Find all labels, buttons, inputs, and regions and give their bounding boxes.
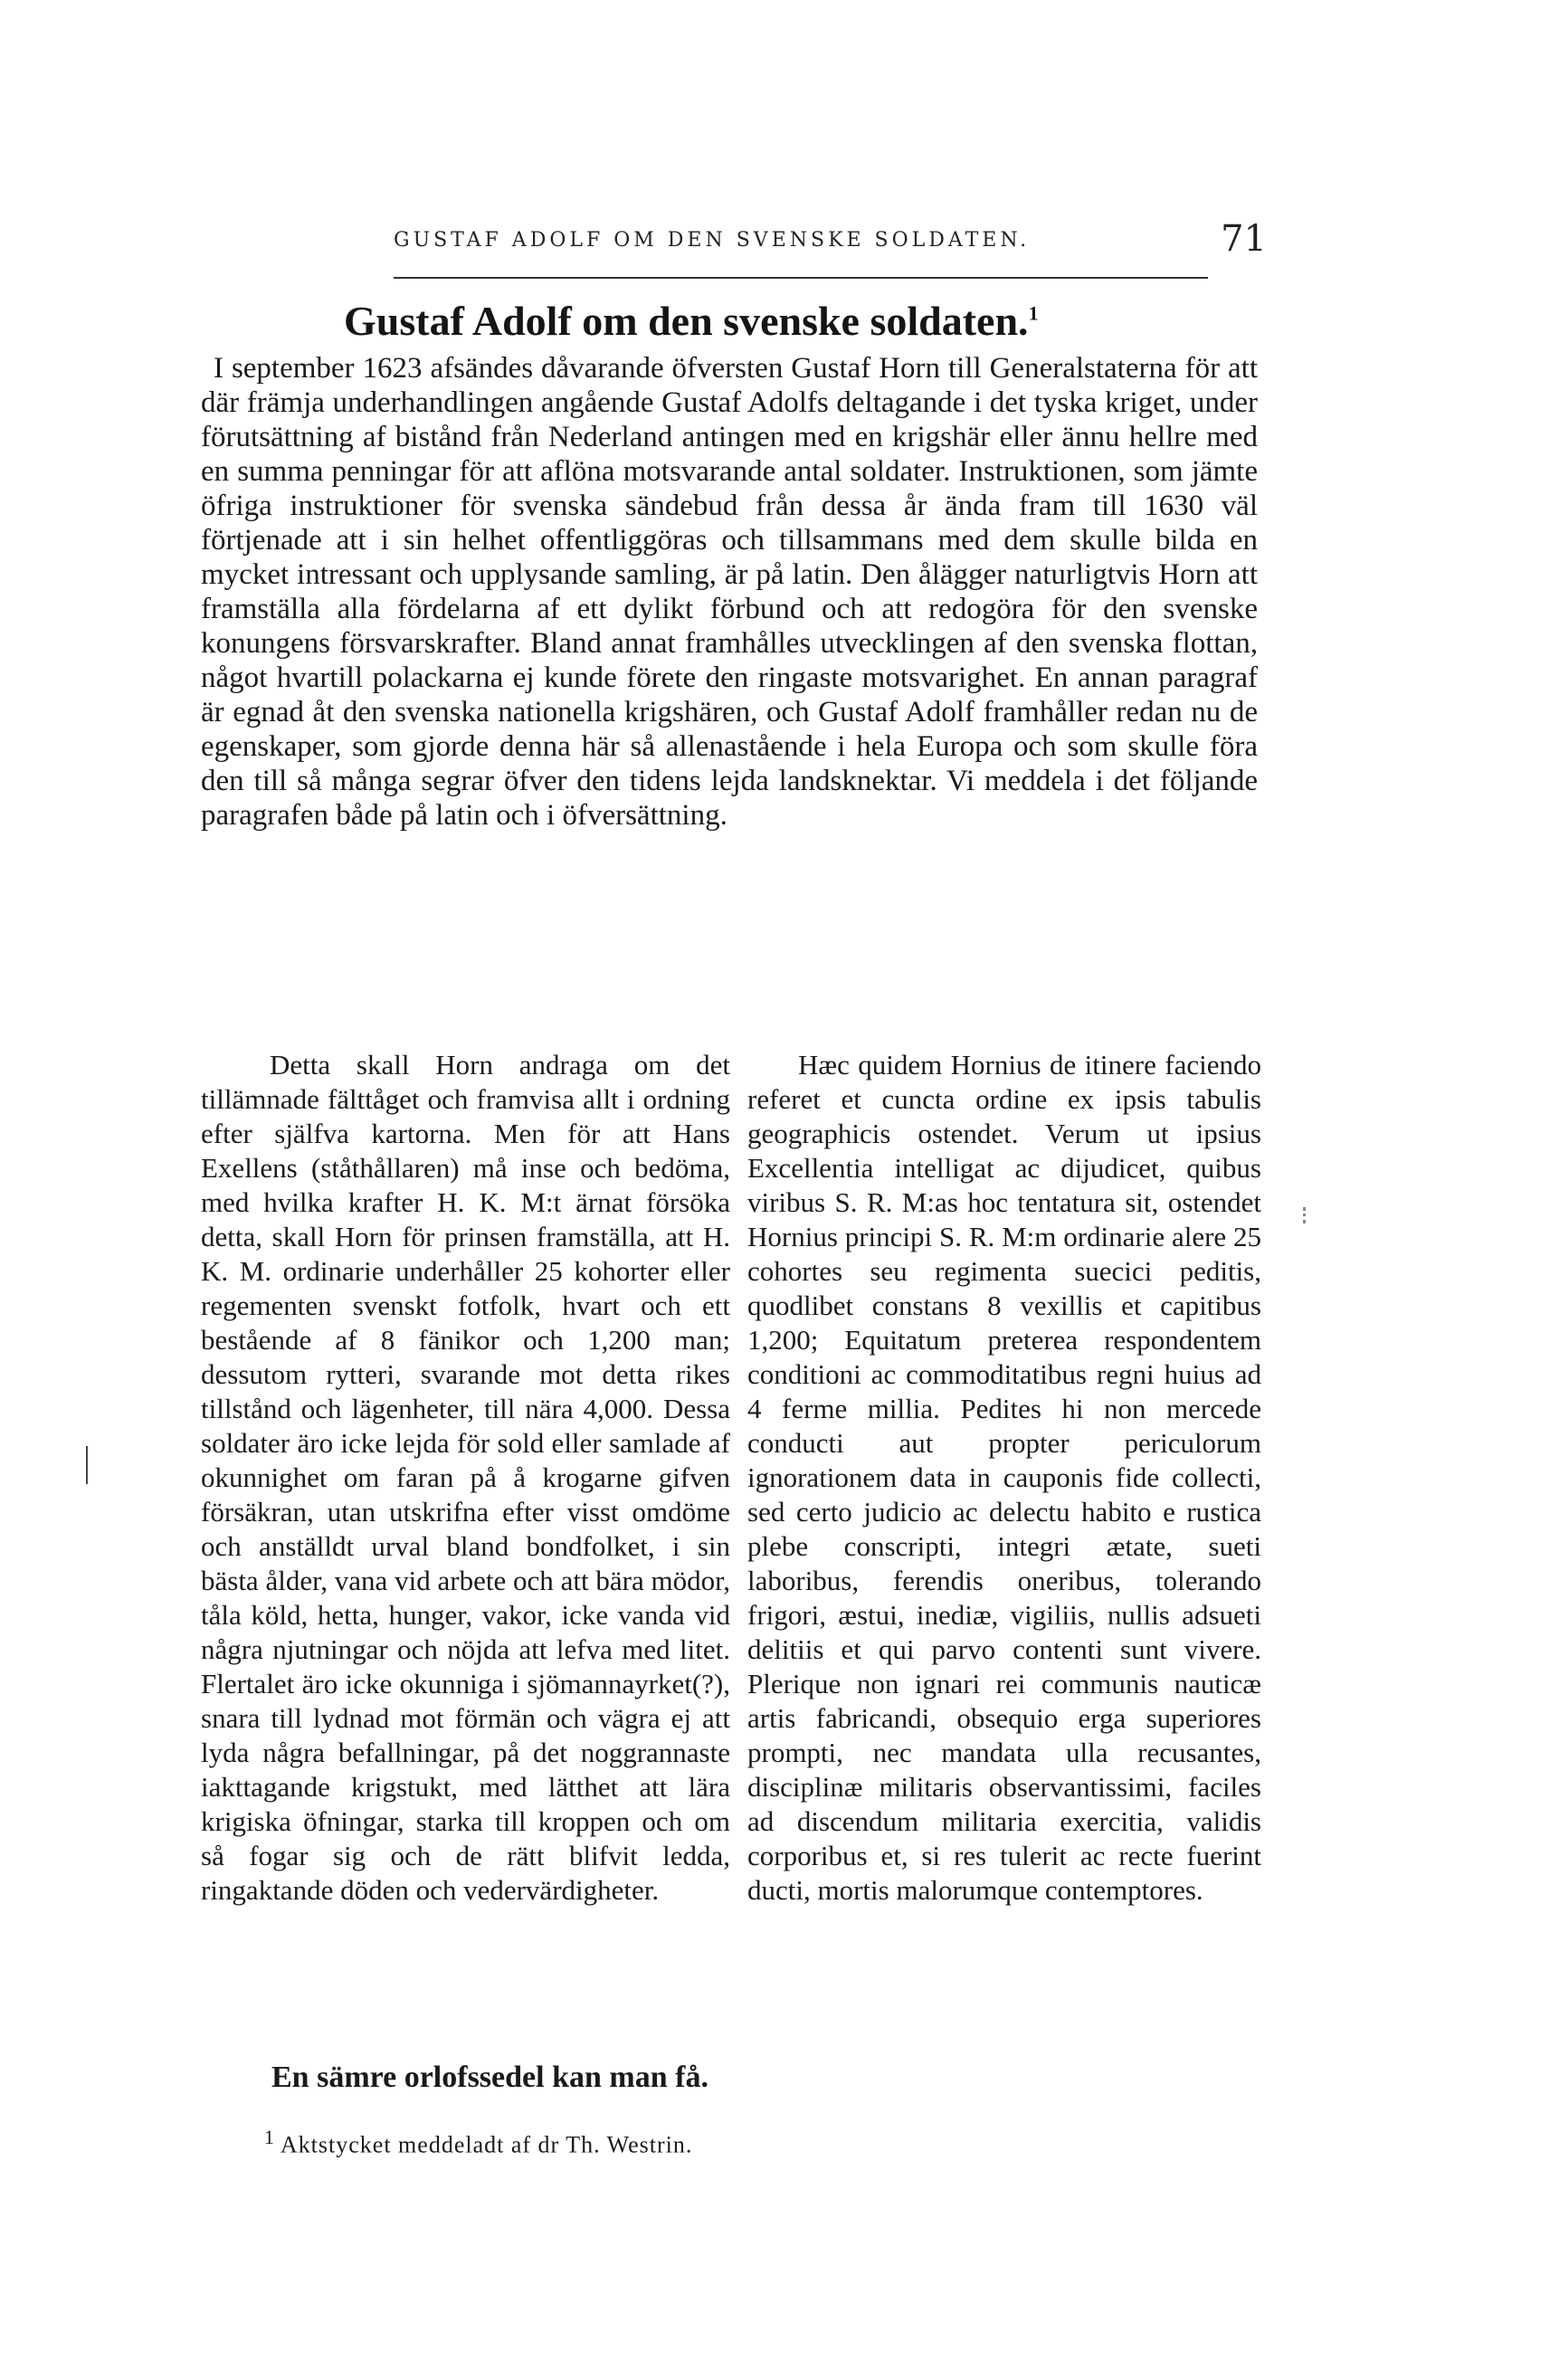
article-title xyxy=(344,297,1068,345)
intro-text: I september 1623 afsändes dåvarande öfversten Gustaf Horn till Generalstaterna för att där främja underhandlingen angående Gustaf Adolfs deltagande i det tyska kriget, under förutsättning af bistånd från Nederland antingen med en krigshär eller ännu hellre med en summa penningar för att aflöna motsvarande antal soldater. Instruktionen, som jämte öfriga instruktioner för svenska sändebud från dessa år ända fram till 1630 väl förtjenade att i sin helhet offentliggöras och tillsammans med dem skulle bilda en mycket intressant och upplysande samling, är på latin. Den ålägger naturligtvis Horn att framställa alla fördelarna af ett dylikt förbund och att redogöra för den svenske konungens försvarskrafter. Bland annat framhålles utvecklingen af den svenska flottan, något hvartill polackarna ej kunde förete den ringaste motsvarighet. En annan paragraf är egnad åt den svenska nationella krigshären, och Gustaf Adolf framhåller redan nu de egenskaper, som gjorde denna här så allenastående i hela Europa och som skulle föra den till så många segrar öfver den tidens lejda landsknektar. Vi meddela i det följande paragrafen både på latin och i öfversättning. xyxy=(201,352,1258,832)
running-head xyxy=(394,218,1267,276)
page-number: 71 xyxy=(1221,218,1267,260)
margin-mark xyxy=(86,1446,88,1484)
swedish-paragraph: Detta skall Horn andraga om det tillämnade fälttåget och framvisa allt i ordning efter själfva kartorna. Men för att Hans Exellens (ståthållaren) må inse och bedöma, med hvilka krafter H. K. M:t ärnat försöka detta, skall Horn för prinsen framställa, att H. K. M. ordinarie underhåller 25 kohorter eller regementen svenskt fotfolk, hvart och ett bestående af 8 fänikor och 1,200 man; dessutom rytteri, svarande mot detta rikes tillstånd och lägenheter, till nära 4,000. Dessa soldater äro icke lejda för sold eller samlade af okunnighet om faran på å krogarne gifven försäkran, utan utskrifna efter visst omdöme och anställdt urval bland bondfolket, i sin bästa ålder, vana vid arbete och att bära mödor, tåla köld, hetta, hunger, vakor, icke vanda vid några njutningar och nöjda att lefva med litet. Flertalet äro icke okunniga i sjömannayrket(?), snara till lydnad mot förmän och vägra ej att lyda några befallningar, på det noggrannaste iakttagande krigstukt, med lätthet att lära krigiska öfningar, starka till kroppen och om så fogar sig och de rätt blifvit ledda, ringaktande döden och vedervärdigheter. xyxy=(201,1049,730,1906)
margin-dots xyxy=(1303,1207,1308,1223)
swedish-column xyxy=(201,1048,730,1908)
title-footnote-marker: 1 xyxy=(1028,301,1039,325)
closing-line: En sämre orlofssedel kan man få. xyxy=(271,2061,708,2094)
article-title-text: Gustaf Adolf om den svenske soldaten. xyxy=(344,298,1029,344)
footnote-text: Aktstycket meddeladt af dr Th. Westrin. xyxy=(280,2131,693,2158)
latin-paragraph: Hæc quidem Hornius de itinere faciendo referet et cuncta ordine ex ipsis tabulis geographicis ostendet. Verum ut ipsius Excellentia intelligat ac dijudicet, quibus viribus S. R. M:as hoc tentatura sit, ostendet Hornius principi S. R. M:m ordinarie alere 25 cohortes seu regimenta suecici peditis, quodlibet constans 8 vexillis et capitibus 1,200; Equitatum preterea respondentem conditioni ac commoditatibus regni huius ad 4 ferme millia. Pedites hi non mercede conducti aut propter periculorum ignorationem data in cauponis fide collecti, sed certo judicio ac delectu habito e rustica plebe conscripti, integri ætate, sueti laboribus, ferendis oneribus, tolerando frigori, æstui, inediæ, vigiliis, nullis adsueti delitiis et qui parvo contenti sunt vivere. Plerique non ignari rei communis nauticæ artis fabricandi, obsequio erga superiores prompti, nec mandata ulla recusantes, disciplinæ militaris observantissimi, faciles ad discendum militaria exercitia, validis corporibus et, si res tulerit ac recte fuerint ducti, mortis malorumque contemptores. xyxy=(747,1049,1261,1906)
intro-paragraph xyxy=(201,351,1258,833)
footnote xyxy=(264,2127,988,2159)
footnote-marker: 1 xyxy=(264,2127,275,2148)
header-rule xyxy=(394,277,1208,279)
latin-column xyxy=(747,1048,1261,1908)
running-head-title: GUSTAF ADOLF OM DEN SVENSKE SOLDATEN. xyxy=(394,229,1031,252)
